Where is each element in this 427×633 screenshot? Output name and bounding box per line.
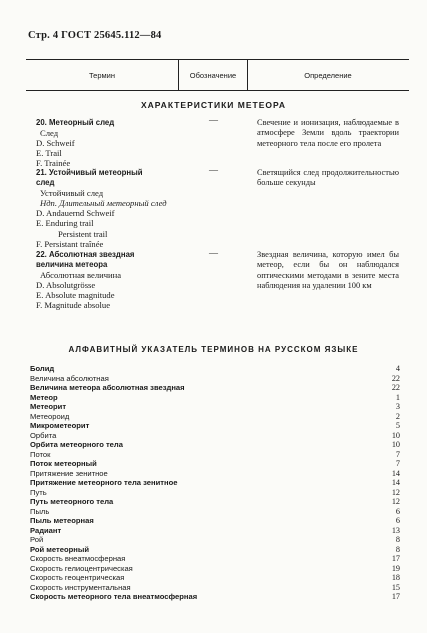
term-entry-21 [36,168,172,249]
index-term: Метеорит [30,402,67,411]
index-row [30,507,400,517]
index-term: Скорость внеатмосферная [30,554,126,563]
term-synonym: Устойчивый след [40,188,104,199]
index-row [30,573,400,583]
index-number: 12 [391,487,400,497]
index-term: Поток метеорный [30,459,97,468]
index-term: Орбита метеорного тела [30,440,123,449]
index-number: 14 [391,468,400,478]
index-number: 7 [395,459,400,468]
symbol-dash: — [209,248,218,258]
index-term: Величина абсолютная [30,373,109,383]
index-number: 10 [391,430,400,440]
term-english: E. Absolute magnitude [36,290,115,301]
term-english: E. Trail [36,148,62,159]
index-term: Путь [30,487,47,497]
term-number-title: 20. Метеорный след [36,118,115,127]
index-term: Пыль метеорная [30,516,94,525]
symbol-dash: — [209,165,218,175]
alphabetical-index [30,364,400,602]
index-number: 17 [391,592,400,601]
index-term: Скорость гелиоцентрическая [30,563,133,573]
page-header: Стр. 4 ГОСТ 25645.112—84 [28,30,162,41]
index-term: Пыль [30,506,50,516]
definition-text: Светящийся след продолжительностью больше секунды [257,168,399,188]
index-number: 8 [395,544,400,554]
index-term: Рой метеорный [30,544,89,554]
index-term: Величина метеора абсолютная звездная [30,383,185,392]
index-row [30,459,400,469]
index-row [30,497,400,507]
term-german: D. Andauernd Schweif [36,208,115,219]
index-number: 18 [391,573,400,582]
index-row [30,478,400,488]
term-synonym: Абсолютная величина [40,270,122,281]
index-row [30,440,400,450]
definition-text: Звездная величина, которую имел бы метеор, если бы он наблюдался оптическими методами в зените места наблюдения на удалении 100 км [257,250,399,291]
index-number: 5 [395,421,400,430]
section-title-characteristics: ХАРАКТЕРИСТИКИ МЕТЕОРА [140,100,287,110]
index-row [30,431,400,441]
index-term: Метеор [30,392,58,402]
index-row [30,583,400,593]
index-term: Метеороид [30,411,70,421]
index-term: Притяжение зенитное [30,468,108,478]
term-number-title: 21. Устойчивый метеорный [36,168,143,177]
index-number: 22 [391,383,400,392]
index-term: Скорость инструментальная [30,582,131,592]
index-number: 17 [391,554,400,563]
table-header [26,59,409,91]
term-english: E. Enduring trail [36,218,94,229]
index-number: 10 [391,440,400,449]
index-row [30,383,400,393]
index-number: 1 [395,392,400,402]
index-number: 8 [395,535,400,544]
index-term: Путь метеорного тела [30,497,114,506]
index-number: 7 [395,449,400,459]
index-number: 14 [391,478,400,487]
term-french: F. Trainée [36,158,71,169]
index-term: Поток [30,449,51,459]
term-entry-20 [36,118,172,168]
term-deprecated: Ндп. Длительный метеорный след [40,198,167,209]
index-term: Рой [30,535,44,544]
index-term: Болид [30,364,55,373]
index-row [30,535,400,545]
term-synonym: След [40,128,59,139]
term-entry-22 [36,250,172,311]
section-title-index: АЛФАВИТНЫЙ УКАЗАТЕЛЬ ТЕРМИНОВ НА РУССКОМ ЯЗЫКЕ [68,345,359,354]
index-term: Скорость геоцентрическая [30,573,125,582]
index-row [30,488,400,498]
index-term: Скорость метеорного тела внеатмосферная [30,592,198,601]
index-number: 6 [395,516,400,525]
index-row [30,545,400,555]
index-row [30,374,400,384]
index-term: Орбита [30,430,57,440]
index-number: 3 [395,402,400,411]
index-row [30,412,400,422]
index-row [30,469,400,479]
index-row [30,554,400,564]
index-number: 13 [391,525,400,535]
term-number-title-cont: след [36,178,55,188]
index-row [30,526,400,536]
index-row [30,592,400,602]
term-english-alt: Persistent trail [58,228,108,239]
definition-text: Свечение и ионизация, наблюдаемые в атмосфере Земли вдоль траектории метеорного тела после его пролета [257,118,399,148]
index-row [30,450,400,460]
term-number-title: 22. Абсолютная звездная величина метеора [36,250,135,270]
index-row [30,402,400,412]
symbol-dash: — [209,115,218,125]
index-number: 15 [391,582,400,592]
index-number: 22 [391,373,400,383]
index-number: 19 [391,563,400,573]
index-number: 12 [391,497,400,506]
term-german: D. Absolutgrösse [36,280,96,291]
index-term: Притяжение метеорного тела зенитное [30,478,178,487]
index-term: Микрометеорит [30,421,90,430]
term-french: F. Magnitude absolue [36,300,111,311]
index-number: 2 [395,411,400,421]
index-row [30,564,400,574]
term-french: F. Persistant traînée [36,238,104,249]
index-row [30,393,400,403]
index-number: 6 [395,506,400,516]
index-number: 4 [395,364,400,373]
index-row [30,364,400,374]
index-term: Радиант [30,525,62,535]
column-header-term: Термин [89,70,115,80]
index-row [30,516,400,526]
column-header-definition: Определение [304,70,352,80]
index-row [30,421,400,431]
column-header-symbol: Обозначение [178,60,248,90]
term-german: D. Schweif [36,138,75,149]
